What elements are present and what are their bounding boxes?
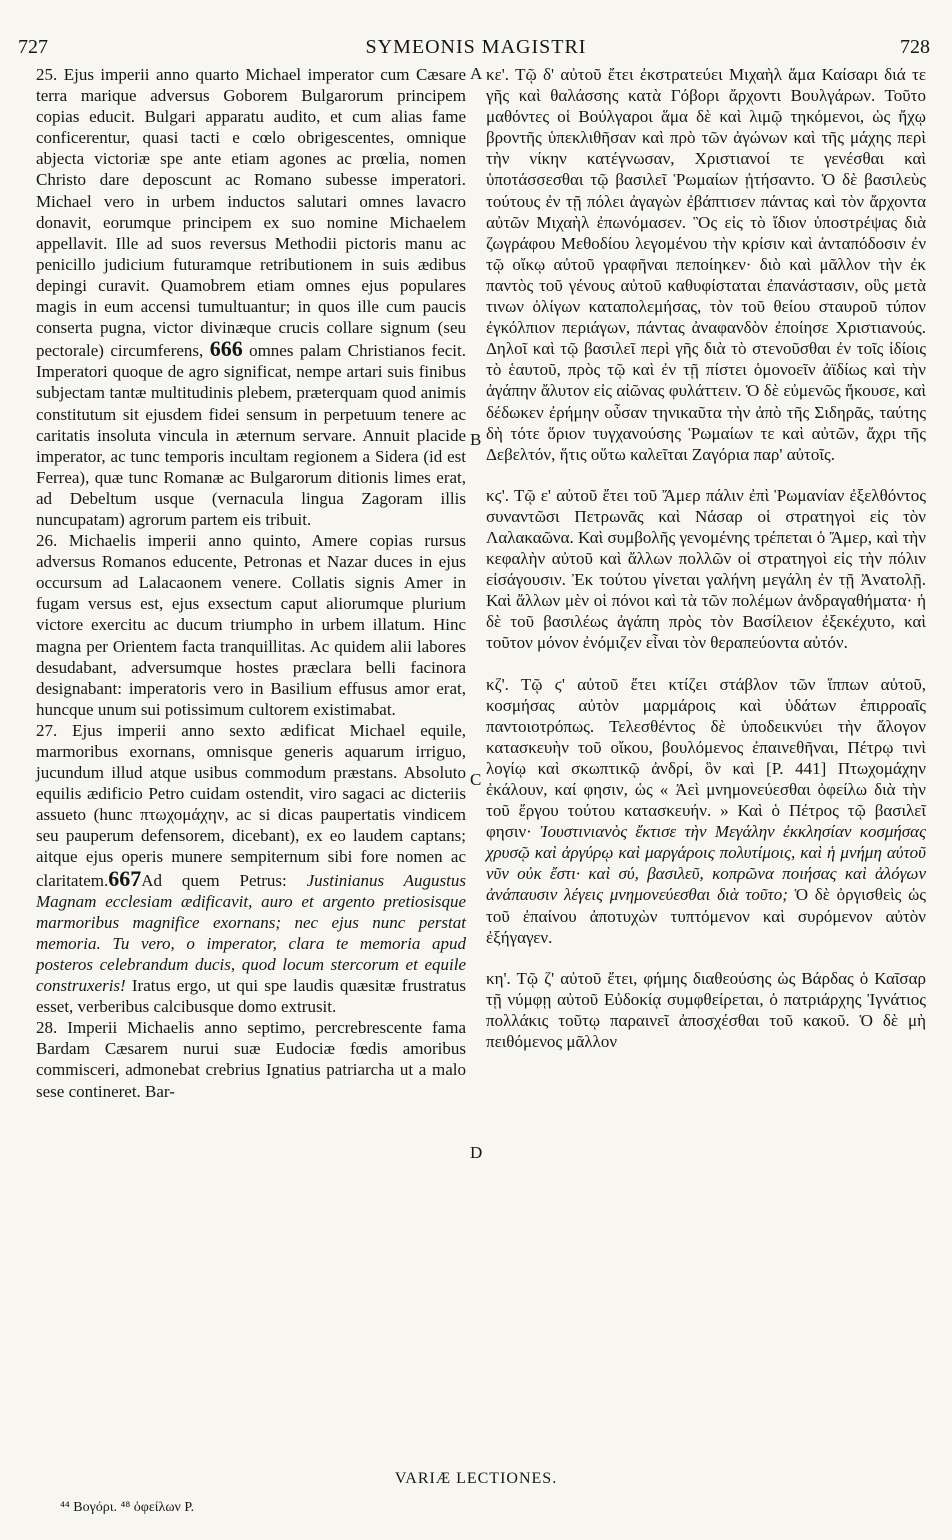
page-number-right: 728 [900,36,930,58]
margin-letter-c: C [470,770,482,789]
variae-lectiones-heading: VARIÆ LECTIONES. [394,1470,558,1487]
greek-paragraph-27 [486,674,926,948]
latin-paragraph-27 [36,720,466,1017]
latin-text: omnes palam Christianos fecit. Imperatori quoque de agro significat, nempe artari suis finibus subjectam tantæ multitudinis plebem, præterquam quod animis constitutum sit ejusdem fidei sensum in perpetuum tenere ac caritatis insoluta vincula in æternum servare. Annuit placide imperator, ac tunc temporis incultam regionem a Sidera (id est Ferrea), quæ tunc Romanæ ac Bulgarorum ditionis limes erat, ad Debeltum usque (vernacula lingua Zagoram illis nuncupatam) agrorum partem eis tribuit. [36,341,466,529]
latin-paragraph-25 [36,64,466,530]
latin-text: Ad quem Petrus: [141,870,287,890]
latin-text: Iratus ergo, ut qui spe laudis quæsitæ frustratus esset, verberibus calcibusque domo extrusit. [36,976,466,1017]
greek-text: κζ'. Τῷ ϛ' αὐτοῦ ἔτει κτίζει στάβλον τῶν ἵππων αὐτοῦ, κοσμήσας αὐτὸν μαρμάροις καὶ ὑδάτων ἐπιρροαῖς παντοιοτρόπως. Τελεσθέντος δὲ ὑποδεικνύει τὴν ἄλογον κατασκευὴν τοῦ οἴκου, βουλόμενος ἐπαινεθῆναι, Πέτρῳ τινὶ λογίῳ καὶ σκωπτικῷ ἀνδρί, ὃν καὶ [P. 441] Πτωχομάχην ἐκάλουν, καί φησιν, ὡς « Ἀεὶ μνημονεύεσθαι ὀφείλω διὰ τὴν τοῦ ἔργου τούτου κατασκευήν. » Καὶ ὁ Πέτρος τῷ βασιλεῖ φησιν· [486,674,926,842]
margin-letter-d: D [470,1143,483,1162]
latin-text: 27. Ejus imperii anno sexto ædificat Michael equile, marmoribus exornans, omnisque generis aquarum irriguo, jucundum illud atque usibus commodum præstans. Absoluto equilis ædificio Petro cuidam ostendit, viro sagaci ac dicteriis assueto (hunc πτωχομάχην, ac si dicas paupertatis vindicem seu pauperum defensorem, dicebant), ex eo laudem captans; aitque ejus operis munere sempiternum sibi fore nomen ac claritatem. [36,720,466,890]
greek-paragraph-28: κη'. Τῷ ζ' αὐτοῦ ἔτει, φήμης διαθεούσης ὡς Βάρδας ὁ Καῖσαρ τῇ νύμφῃ αὐτοῦ Εὐδοκίᾳ συμφθείρεται, ὁ πατριάρχης Ἰγνάτιος πολλάκις τοῦτῳ παραινεῖ ἀποσχέσθαι τοῦ κακοῦ. Ὁ δὲ μὴ πειθόμενος μᾶλλον [486,968,926,1052]
footnote: ⁴⁴ Βογόρι. ⁴⁸ ὀφείλων P. [60,1500,195,1515]
greek-quote: Ἰουστινιανὸς ἔκτισε τὴν Μεγάλην ἐκκλησίαν κοσμήσας χρυσῷ καὶ ἀργύρῳ καὶ μαργάροις πολυτίμοις, καὶ ἡ μνήμη αὐτοῦ νῦν οὐκ ἔστι· καὶ σύ, βασιλεῦ, κοπρῶνα ποιήσας καὶ ἀλόγων ἀνάπαυσιν λέγεις μνημονεύεσθαι διὰ τοῦτο; [486,822,926,905]
greek-paragraph-26: κϛ'. Τῷ ε' αὐτοῦ ἔτει τοῦ Ἄμερ πάλιν ἐπὶ Ῥωμανίαν ἐξελθόντος συναντῶσι Πετρωνᾶς καὶ Νάσαρ οἱ στρατηγοὶ εἰς τὸν Λαλακαῶνα. Καὶ συμβολῆς γενομένης τρέπεται ὁ Ἄμερ, καὶ τὴν κεφαλὴν αὐτοῦ καὶ ἄλλων πολλῶν οἱ στρατηγοὶ εἰς τὴν πόλιν εἰσάγουσιν. Ἐκ τούτου γίνεται γαλήνη μεγάλη ἐν τῇ Ἀνατολῇ. Καὶ ἄλλων μὲν οἱ πόνοι καὶ τὰ τῶν πολέμων ἀνδραγαθήματα· ἡ δὲ τοῦ βασιλέως ἀγάπη πρὸς τὸν Βασίλειον ἐξεκέχυτο, καὶ τοῦτον μόνον ἐνόμιζεν εἶναι τὸν θεραπεύοντα αὐτόν. [486,485,926,653]
latin-column [36,64,466,1102]
greek-column [486,64,926,1052]
page-number-left: 727 [18,36,48,58]
greek-paragraph-25: κε'. Τῷ δ' αὐτοῦ ἔτει ἐκστρατεύει Μιχαὴλ ἅμα Καίσαρι διά τε γῆς καὶ θαλάσσης κατὰ Γόβορι ἄρχοντι Βουλγάρων. Τοῦτο μαθόντες οἱ Βούλγαροι ἅμα δὲ καὶ λιμῷ τηκόμενοι, ὡς ἤχῳ βροντῆς ὑπεκλιθῆσαν καὶ πρὸ τῶν ἀγώνων καὶ τῆς μάχης περὶ τὴν νίκην κατέγνωσαν, Χριστιανοί τε γενέσθαι καὶ ὑποτάσσεσθαι τῷ βασιλεῖ Ῥωμαίων ᾐτήσαντο. Ὁ δὲ βασιλεὺς τούτους ἐν τῇ πόλει ἀγαγὼν ἐβάπτισεν πάντας καὶ τὸν ἄρχοντα αὐτῶν Μιχαὴλ ἐπωνόμασεν. Ὃς εἰς τὸ ἴδιον ὑποστρέψας διὰ ζωγράφου Μεθοδίου λεγομένου τὴν κρίσιν καὶ ἀνταπόδοσιν ἐν τῷ οἴκῳ αὐτοῦ γραφῆναι πεποίηκεν· διὸ καὶ μᾶλλον τὴν ἐκ παντὸς τοῦ γένους αὐτοῦ καθυφίσταται ἐπανάστασιν, οὓς μετὰ τινων ὀλίγων καταπολεμήσας, τὸν τοῦ θείου σταυροῦ τύπον ἐγκόλπιον περιάγων, πάντας ἀναφανδὸν ἐποίησε Χριστιανούς. Δηλοῖ καὶ τῷ βασιλεῖ περὶ γῆς διὰ τὸ στενοῦσθαι ἐν τοῖς ἰδίοις τὸ ἑαυτοῦ, πρὸς τῷ καὶ ἐν τῇ πίστει ὁμονοεῖν ἀϊδίως καὶ τὴν ἀγάπην ἄλυτον εἰς αἰῶνας φυλάττειν. Ὁ δὲ εὐμενῶς ἤκουσε, καὶ δέδωκεν ἐρήμην οὖσαν τηνικαῦτα τὴν ἀπὸ τῆς Σιδηρᾶς, ταύτης δὴ τότε ὅριον τυγχανούσης Ῥωμαίων τε καὶ αὐτῶν, ἄχρι τῆς Δεβελτόν, ἥτις οὕτω καλεῖται Ζαγόρια παρ' αὐτοῖς. [486,65,926,464]
latin-paragraph-28: 28. Imperii Michaelis anno septimo, percrebrescente fama Bardam Cæsarem nurui suæ Eudociæ fœdis amoribus commisceri, admonebat crebrius Ignatius patriarcha ut a malo sese contineret. Bar- [36,1018,466,1101]
running-title: SYMEONIS MAGISTRI [365,36,587,58]
column-number: 666 [209,336,243,362]
latin-paragraph-26: 26. Michaelis imperii anno quinto, Amere copias rursus adversus Romanos educente, Petronas et Nazar duces in ejus occursum ad Lalacaonem venere. Collatis signis Amer in fugam versus est, ejus exsectum caput aliorumque plurium victore exercitu ac ducum triumpho in urbem illatum. Hinc magna per Orientem facta tranquillitas. Ac quidem alii labores desudabant, adversumque hostes præclara belli facinora designabant: imperatoris vero in Basilium effusus amor erat, huncque unum sui potissimum cultorem existimabat. [36,531,466,719]
margin-letter-b: B [470,430,482,449]
greek-text: Ὁ δὲ ὀργισθεὶς ὡς τοῦ ἐπαίνου ἀποτυχὼν τυπτόμενον καὶ συρόμενον αὐτὸν ἐξήγαγεν. [486,885,926,947]
latin-quote: Justinianus Augustus Magnam ecclesiam ædificavit, auro et argento pretiosisque marmoribus magnifice exornans; nec ejus nunc perstat memoria. Tu vero, o imperator, clara te memoria apud posteros celebrandum ducis, quod locum stercorum et equile construxeris! [36,870,466,996]
latin-text: 25. Ejus imperii anno quarto Michael imperator cum Cæsare terra marique adversus Goborem Bulgarorum principem copias educit. Bulgari apparatu audito, et cum alias fame conficerentur, quasi tacti e cœlo obrigescentes, omnique abjecta victoriæ spe ante etiam agones ac prœlia, nomen Christo dare deposcunt ac Romano subesse imperatori. Michael vero in urbem inductos salutari omnes lavacro donavit, eorumque principem ex suo nomine Michaelem appellavit. Ille ad suos reversus Methodii pictoris manu ac penicillo judicium futuramque retributionem in suis ædibus depingi curavit. Quamobrem etiam omnes ejus populares magis in eum accensi tumultuantur; in quos ille cum paucis conserta pugna, victor divinæque crucis collare signum (seu pectorale) circumferens, [36,65,466,361]
column-number: 667 [108,865,142,891]
margin-letter-a: A [470,64,483,83]
